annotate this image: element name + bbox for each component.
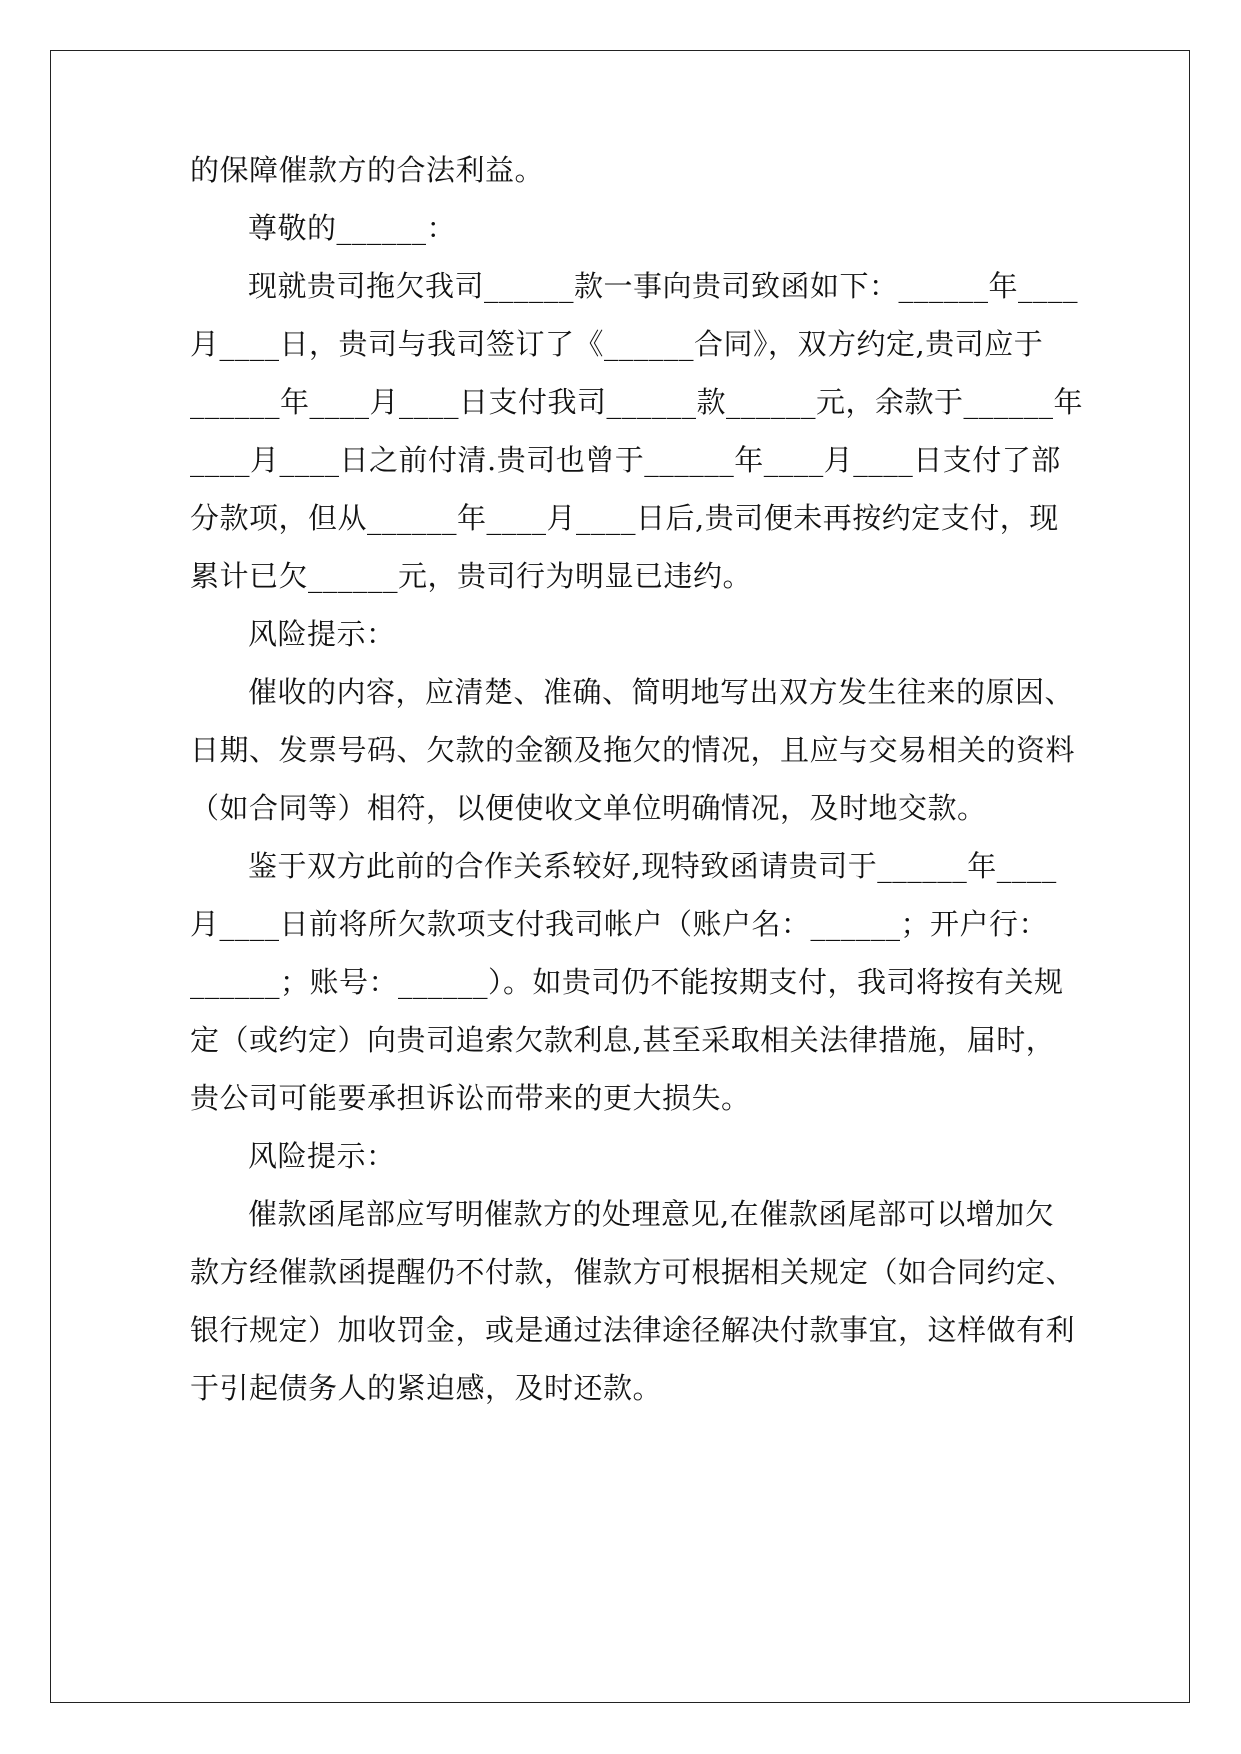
text-line: 分款项，但从______年____月____日后,贵司便未再按约定支付，现 xyxy=(190,501,1059,535)
text-line: （如合同等）相符，以便使收文单位明确情况，及时地交款。 xyxy=(190,791,987,825)
text-line: ______年____月____日支付我司______款______元，余款于______年 xyxy=(190,385,1084,419)
text-line: 鉴于双方此前的合作关系较好,现特致函请贵司于______年____ xyxy=(248,849,1057,883)
text-line: 于引起债务人的紧迫感，及时还款。 xyxy=(190,1371,663,1405)
text-line: 银行规定）加收罚金，或是通过法律途径解决付款事宜，这样做有利 xyxy=(190,1313,1076,1347)
text-line: 贵公司可能要承担诉讼而带来的更大损失。 xyxy=(190,1081,751,1115)
text-line: 现就贵司拖欠我司______款一事向贵司致函如下：______年____ xyxy=(248,269,1079,303)
text-line: 月____日前将所欠款项支付我司帐户（账户名：______；开户行： xyxy=(190,907,1049,941)
text-line: 累计已欠______元，贵司行为明显已违约。 xyxy=(190,559,753,593)
risk-heading: 风险提示： xyxy=(248,1139,396,1173)
risk-heading: 风险提示： xyxy=(248,617,396,651)
text-line: ____月____日之前付清.贵司也曾于______年____月____日支付了部 xyxy=(190,443,1061,477)
text-line: 月____日，贵司与我司签订了《______合同》，双方约定,贵司应于 xyxy=(190,327,1044,361)
text-line: 日期、发票号码、欠款的金额及拖欠的情况，且应与交易相关的资料 xyxy=(190,733,1076,767)
text-line: 催收的内容，应清楚、准确、简明地写出双方发生往来的原因、 xyxy=(248,675,1075,709)
text-line: 催款函尾部应写明催款方的处理意见,在催款函尾部可以增加欠 xyxy=(248,1197,1055,1231)
salutation: 尊敬的______： xyxy=(248,211,457,245)
text-line: ______；账号：______）。如贵司仍不能按期支付，我司将按有关规 xyxy=(190,965,1064,999)
text-line: 的保障催款方的合法利益。 xyxy=(190,153,545,187)
text-line: 款方经催款函提醒仍不付款，催款方可根据相关规定（如合同约定、 xyxy=(190,1255,1076,1289)
text-line: 定（或约定）向贵司追索欠款利息,甚至采取相关法律措施，届时， xyxy=(190,1023,1056,1057)
